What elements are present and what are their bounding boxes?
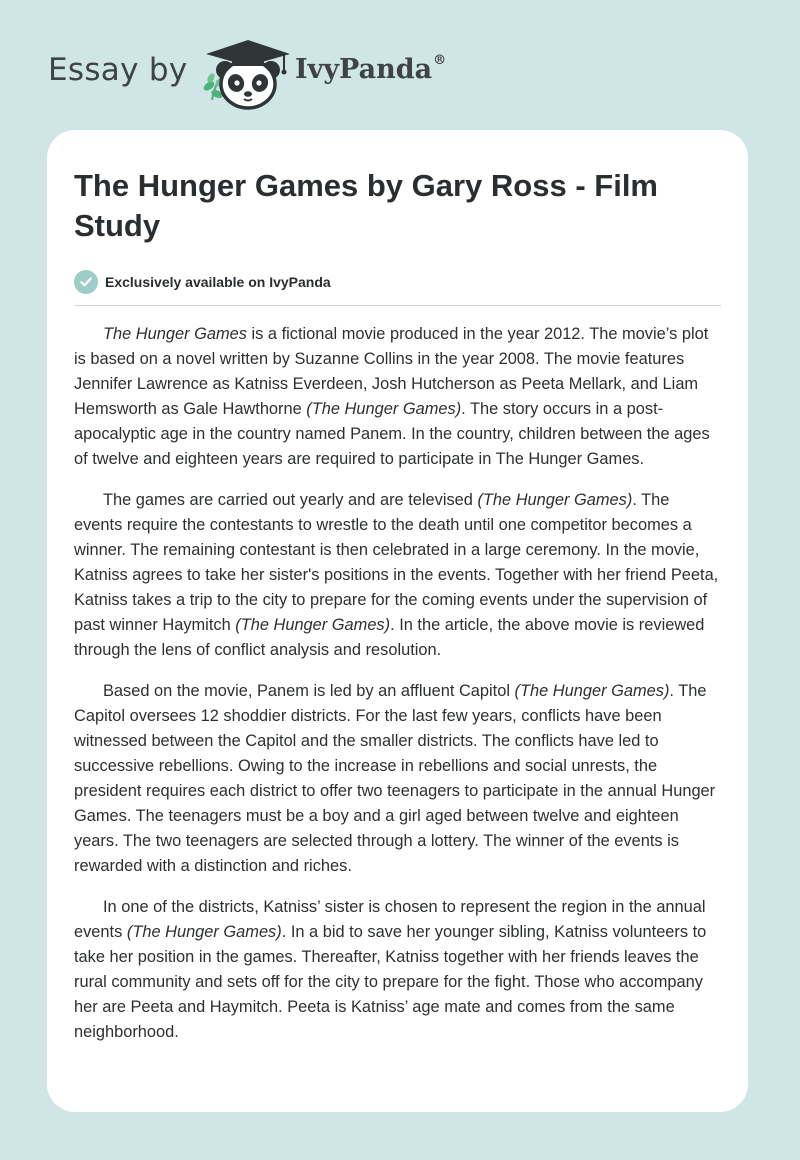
paragraph-text: . In the article, the above movie is reviewed through the lens of conflict analysis and resolution. — [74, 616, 705, 659]
brand-prefix: Essay by — [48, 52, 188, 88]
citation-text: (The Hunger Games) — [306, 400, 462, 418]
paragraph-text: . The events require the contestants to wrestle to the death until one competitor becomes a winner. The remaining contestant is then celebrated in a large ceremony. In the movie, Katniss agrees to take her sister's positions in the events. Together with her friend Peeta, Katniss takes a trip to the city to prepare for the coming events under the supervision of past winner Haymitch — [74, 491, 719, 634]
registered-mark: ® — [433, 53, 447, 68]
citation-text: (The Hunger Games) — [235, 616, 391, 634]
check-circle-icon — [74, 270, 98, 294]
divider — [74, 305, 721, 306]
page-title: The Hunger Games by Gary Ross - Film Study — [74, 168, 658, 243]
paragraph-text: In one of the districts, Katniss’ sister is chosen to represent the region in the annual events — [74, 898, 706, 941]
article-paragraph — [74, 895, 721, 1045]
paragraph-text: . The Capitol oversees 12 shoddier districts. For the last few years, conflicts have been witnessed between the Capitol and the smaller districts. The conflicts have led to successive rebellions. Owing to the increase in rebellions and social unrests, the president requires each district to offer two teenagers to participate in the annual Hunger Games. The teenagers must be a boy and a girl aged between twelve and eighteen years. The two teenagers are selected through a lottery. The winner of the events is rewarded with a distinction and riches. — [74, 682, 716, 875]
exclusive-badge — [74, 268, 721, 296]
paragraph-text: The games are carried out yearly and are televised — [103, 491, 478, 509]
article-paragraph — [74, 488, 721, 663]
article-paragraph — [74, 322, 721, 472]
article-card — [47, 130, 748, 1112]
badge-text: Exclusively available on IvyPanda — [105, 274, 331, 290]
article-body — [74, 322, 721, 1045]
citation-text: The Hunger Games — [103, 325, 247, 343]
article-paragraph — [74, 679, 721, 879]
paragraph-text: is a fictional movie produced in the year 2012. The movie’s plot is based on a novel written by Suzanne Collins in the year 2008. The movie features Jennifer Lawrence as Katniss Everdeen, Josh Hutcherson as Peeta Mellark, and Liam Hemsworth as Gale Hawthorne — [74, 325, 709, 418]
paragraph-text: . The story occurs in a post-apocalyptic age in the country named Panem. In the country, children between the ages of twelve and eighteen years are required to participate in The Hunger Games. — [74, 400, 710, 468]
panda-graduate-icon[interactable] — [200, 34, 296, 110]
citation-text: (The Hunger Games) — [477, 491, 633, 509]
citation-text: (The Hunger Games) — [126, 923, 282, 941]
paragraph-text: Based on the movie, Panem is led by an affluent Capitol — [103, 682, 515, 700]
citation-text: (The Hunger Games) — [514, 682, 670, 700]
brand-name: IvyPanda® — [295, 53, 447, 85]
paragraph-text: . In a bid to save her younger sibling, Katniss volunteers to take her position in the games. Thereafter, Katniss together with her friends leaves the rural community and sets off for the city to prepare for the fight. Those who accompany her are Peeta and Haymitch. Peeta is Katniss’ age mate and comes from the same neighborhood. — [74, 923, 707, 1041]
brand-header — [48, 30, 508, 110]
